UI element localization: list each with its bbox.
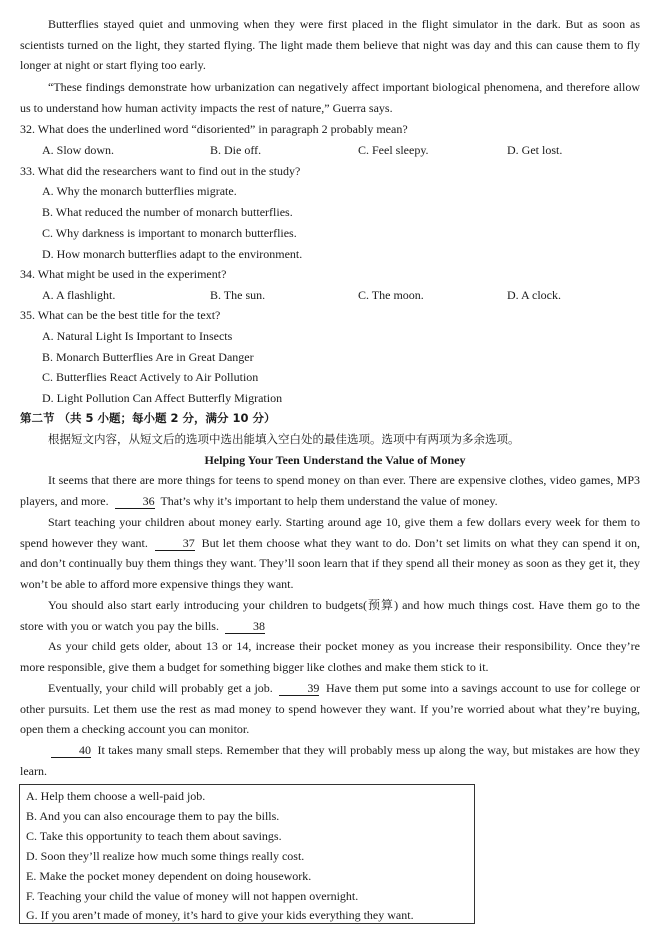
passage-text: You should also start early introducing your children to budgets(预算) and how much things cost. Have them go to the store with you or watch you pay the bills. xyxy=(20,598,640,633)
passage-text: It takes many small steps. Remember that they will probably mess up along the way, but mistakes are how they learn. xyxy=(20,743,641,778)
blank-40: 40 xyxy=(51,744,91,758)
passage-paragraph xyxy=(20,470,640,511)
passage-paragraph xyxy=(20,512,640,594)
passage-text: Eventually, your child will probably get a job. xyxy=(48,681,273,695)
passage-paragraph: Butterflies stayed quiet and unmoving when they were first placed in the flight simulator in the dark. But as soon as scientists turned on the light, they started flying. The light made them believe that night was day and this can cause them to fly longer at night or start flying too early. xyxy=(20,17,640,72)
choice-item: C. Take this opportunity to teach them about savings. xyxy=(26,829,282,843)
blank-37: 37 xyxy=(155,537,195,551)
passage-text: It seems that there are more things for teens to spend money on than ever. There are expensive clothes, video games, MP3 players, and more. xyxy=(20,473,640,508)
choice-item: D. Soon they’ll realize how much some things really cost. xyxy=(26,849,305,863)
passage-text: Have them put some into a savings account to use for college or other pursuits. Let them use the rest as mad money to spend however they want. If you’re worried about what they’re buying, open them a checking account you can monitor. xyxy=(20,681,641,736)
question-option: D. Light Pollution Can Affect Butterfly Migration xyxy=(42,391,283,405)
passage-paragraph: As your child gets older, about 13 or 14, increase their pocket money as you increase their responsibility. Once they’re more responsible, give them a budget for something bigger like clothes and make them stick to it. xyxy=(20,639,640,674)
passage-text: But let them choose what they want to do. Don’t set limits on what they can spend it on, and don’t continually buy them things they want. They’ll soon learn that if they spend all their money as soon as they get it, they won’t be able to afford more expensive things they want. xyxy=(20,535,641,591)
question-option: C. The moon. xyxy=(358,288,424,302)
blank-36: 36 xyxy=(115,495,155,509)
question-option: B. Monarch Butterflies Are in Great Danger xyxy=(42,350,254,364)
question-option: D. How monarch butterflies adapt to the environment. xyxy=(42,247,303,261)
question-option: D. A clock. xyxy=(507,288,561,302)
passage-paragraph xyxy=(20,678,640,740)
passage-text: That’s why it’s important to help them understand the value of money. xyxy=(160,493,498,508)
question-option: A. Natural Light Is Important to Insects xyxy=(42,329,233,343)
passage-title: Helping Your Teen Understand the Value of Money xyxy=(204,453,466,467)
question-stem: 32. What does the underlined word “disoriented” in paragraph 2 probably mean? xyxy=(20,122,408,136)
question-option: C. Why darkness is important to monarch butterflies. xyxy=(42,226,297,240)
choices-box xyxy=(19,784,475,924)
section-heading: 第二节 （共 5 小题；每小题 2 分，满分 10 分） xyxy=(20,411,276,425)
question-stem: 34. What might be used in the experiment? xyxy=(20,267,227,281)
question-stem: 33. What did the researchers want to find out in the study? xyxy=(20,164,301,178)
choice-item: A. Help them choose a well-paid job. xyxy=(26,789,206,803)
blank-39: 39 xyxy=(279,682,319,696)
section-instruction: 根据短文内容，从短文后的选项中选出能填入空白处的最佳选项。选项中有两项为多余选项。 xyxy=(48,432,520,446)
question-option: C. Butterflies React Actively to Air Pollution xyxy=(42,370,259,384)
blank-38: 38 xyxy=(225,620,265,634)
question-option: D. Get lost. xyxy=(507,143,563,157)
passage-paragraph xyxy=(20,740,640,781)
question-option: B. The sun. xyxy=(210,288,266,302)
question-option: A. Why the monarch butterflies migrate. xyxy=(42,184,237,198)
choice-item: G. If you aren’t made of money, it’s hard to give your kids everything they want. xyxy=(26,908,414,922)
passage-paragraph xyxy=(20,595,640,636)
choice-item: F. Teaching your child the value of money will not happen overnight. xyxy=(26,889,359,903)
passage-text: Start teaching your children about money early. Starting around age 10, give them a few dollars every week for them to spend however they want. xyxy=(20,515,640,550)
question-stem: 35. What can be the best title for the text? xyxy=(20,308,221,322)
question-option: C. Feel sleepy. xyxy=(358,143,429,157)
question-option: A. A flashlight. xyxy=(42,288,116,302)
choice-item: E. Make the pocket money dependent on doing housework. xyxy=(26,869,312,883)
passage-paragraph: “These findings demonstrate how urbanization can negatively affect important biological phenomena, and therefore allow us to understand how human activity impacts the rest of nature,” Guerra says. xyxy=(20,80,640,115)
question-option: B. Die off. xyxy=(210,143,262,157)
choice-item: B. And you can also encourage them to pay the bills. xyxy=(26,809,280,823)
question-option: A. Slow down. xyxy=(42,143,115,157)
question-option: B. What reduced the number of monarch butterflies. xyxy=(42,205,293,219)
